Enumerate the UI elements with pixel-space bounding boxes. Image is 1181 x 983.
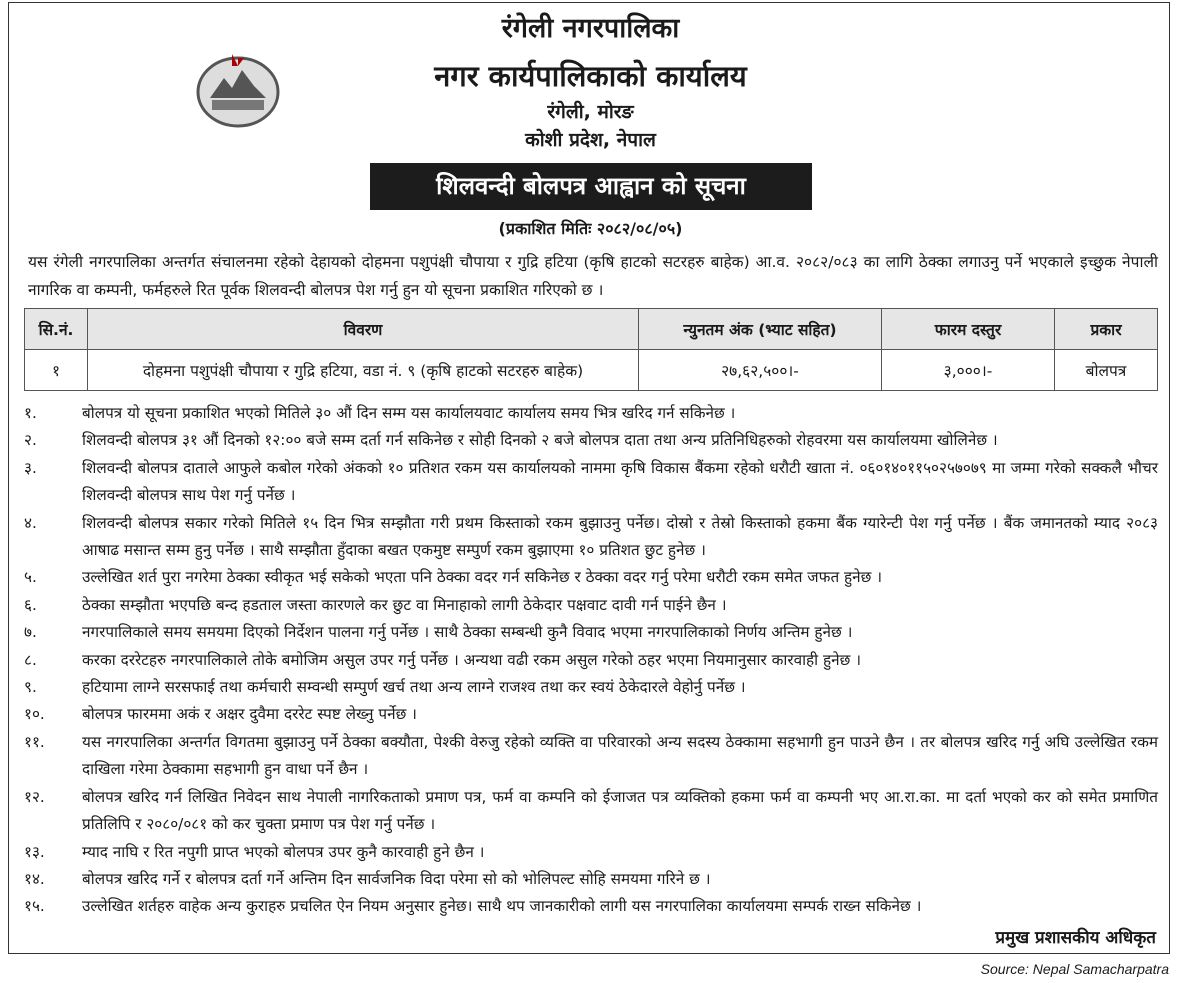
tender-table xyxy=(24,308,1158,391)
condition-item xyxy=(24,674,1158,701)
cell-minimum-amount: २७,६२,५००।- xyxy=(639,350,882,391)
col-minimum-amount: न्युनतम अंक (भ्याट सहित) xyxy=(639,309,882,350)
condition-text: उल्लेखित शर्त पुरा नगरेमा ठेक्का स्वीकृत भई सकेको भएता पनि ठेक्का वदर गर्न सकिनेछ र ठेक्का वदर गर्नु परेमा धरौटी रकम समेत जफत हुनेछ । xyxy=(82,568,883,587)
office-name: नगर कार्यपालिकाको कार्यालय xyxy=(434,59,747,93)
condition-item xyxy=(24,564,1158,591)
condition-text: बोलपत्र खरिद गर्न लिखित निवेदन साथ नेपाली नागरिकताको प्रमाण पत्र, फर्म वा कम्पनि को ईजाजत पत्र व्यक्तिको हकमा फर्म वा कम्पनी भए आ.रा.का. मा दर्ता भएको कर को समेत प्रमाणित प्रतिलिपि र २०८०/०८१ को कर चुक्ता प्रमाण पत्र पेश गर्नु पर्नेछ । xyxy=(82,787,1158,834)
municipality-name: रंगेली नगरपालिका xyxy=(501,13,680,44)
office-location: रंगेली, मोरङ xyxy=(547,101,634,123)
condition-number: १५. xyxy=(24,897,45,916)
condition-number: १४. xyxy=(24,869,45,888)
condition-number: ५. xyxy=(24,568,37,587)
condition-number: ८. xyxy=(24,650,37,669)
condition-text: शिलवन्दी बोलपत्र दाताले आफुले कबोल गरेको अंकको १० प्रतिशत रकम यस कार्यालयको नाममा कृषि विकास बैंकमा रहेको धरौटी खाता नं. ०६०१४०११५०२५७०७९ मा जम्मा गरेको सक्कलै भौचर शिलवन्दी बोलपत्र साथ पेश गर्नु पर्नेछ । xyxy=(82,458,1158,505)
condition-item xyxy=(24,701,1158,728)
condition-item xyxy=(24,866,1158,893)
condition-number: ४. xyxy=(24,513,37,532)
condition-item xyxy=(24,592,1158,619)
condition-number: ६. xyxy=(24,595,37,614)
cell-form-fee: ३,०००।- xyxy=(882,350,1055,391)
condition-text: बोलपत्र फारममा अकं र अक्षर दुवैमा दररेट स्पष्ट लेख्नु पर्नेछ । xyxy=(82,705,417,724)
condition-item xyxy=(24,400,1158,427)
cell-type: बोलपत्र xyxy=(1055,350,1158,391)
condition-item xyxy=(24,784,1158,839)
col-description: विवरण xyxy=(88,309,639,350)
condition-text: बोलपत्र यो सूचना प्रकाशित भएको मितिले ३० औं दिन सम्म यस कार्यालयवाट कार्यालय समय भित्र खरिद गर्न सकिनेछ । xyxy=(82,404,736,422)
col-serial: सि.नं. xyxy=(25,309,88,350)
condition-text: उल्लेखित शर्तहरु वाहेक अन्य कुराहरु प्रचलित ऐन नियम अनुसार हुनेछ। साथै थप जानकारीको लागी यस नगरपालिका कार्यालयमा सम्पर्क राख्न सकिनेछ । xyxy=(82,897,922,916)
condition-number: २. xyxy=(24,431,37,450)
condition-item xyxy=(24,427,1158,454)
signatory-title: प्रमुख प्रशासकीय अधिकृत xyxy=(995,928,1156,948)
condition-item xyxy=(24,839,1158,866)
intro-paragraph: यस रंगेली नगरपालिका अन्तर्गत संचालनमा रहेको देहायको दोहमना पशुपंक्षी चौपाया र गुद्रि हटिया (कृषि हाटको सटरहरु बाहेक) आ.व. २०८२/०८३ का लागि ठेक्का लगाउनु पर्ने भएकाले इच्छुक नेपाली नागरिक वा कम्पनी, फर्महरुले रित पूर्वक शिलवन्दी बोलपत्र पेश गर्नु हुन यो सूचना प्रकाशित गरिएको छ । xyxy=(28,253,1158,299)
condition-number: १२. xyxy=(24,787,45,806)
condition-text: शिलवन्दी बोलपत्र सकार गरेको मितिले १५ दिन भित्र सम्झौता गरी प्रथम किस्ताको रकम बुझाउनु पर्नेछ। दोस्रो र तेस्रो किस्ताको हकमा बैंक ग्यारेन्टी पेश गर्नु पर्नेछ । बैंक जमानतको म्याद २०८३ आषाढ मसान्त सम्म हुनु पर्नेछ । साथै सम्झौता हुँदाका बखत एकमुष्ट सम्पुर्ण रकम बुझाएमा १० प्रतिशत छुट हुनेछ । xyxy=(82,513,1158,560)
condition-number: ७. xyxy=(24,623,37,642)
published-date: (प्रकाशित मितिः २०८२/०८/०५) xyxy=(498,219,683,238)
condition-number: ९. xyxy=(24,678,37,697)
condition-text: करका दररेटहरु नगरपालिकाले तोके बमोजिम असुल उपर गर्नु पर्नेछ । अन्यथा वढी रकम असुल गरेको ठहर भएमा नियमानुसार कारवाही हुनेछ । xyxy=(82,650,862,669)
conditions-list xyxy=(24,400,1158,921)
condition-item xyxy=(24,619,1158,646)
condition-number: १. xyxy=(24,404,37,422)
cell-description: दोहमना पशुपंक्षी चौपाया र गुद्रि हटिया, वडा नं. ९ (कृषि हाटको सटरहरु बाहेक) xyxy=(88,350,639,391)
condition-item xyxy=(24,510,1158,565)
condition-number: १३. xyxy=(24,842,45,861)
col-type: प्रकार xyxy=(1055,309,1158,350)
condition-text: हटियामा लाग्ने सरसफाई तथा कर्मचारी सम्वन्धी सम्पुर्ण खर्च तथा अन्य लाग्ने राजश्व तथा कर स्वयं ठेकेदारले वेहोर्नु पर्नेछ । xyxy=(82,678,746,697)
source-credit: Source: Nepal Samacharpatra xyxy=(980,961,1169,977)
condition-text: ठेक्का सम्झौता भएपछि बन्द हडताल जस्ता कारणले कर छुट वा मिनाहाको लागी ठेकेदार पक्षवाट दावी गर्न पाईने छैन । xyxy=(82,595,727,614)
condition-text: शिलवन्दी बोलपत्र ३१ औं दिनको १२:०० बजे सम्म दर्ता गर्न सकिनेछ र सोही दिनको २ बजे बोलपत्र दाता तथा अन्य प्रतिनिधिहरुको रोहवरमा यस कार्यालयमा खोलिनेछ । xyxy=(82,431,998,450)
condition-item xyxy=(24,893,1158,920)
condition-text: यस नगरपालिका अन्तर्गत विगतमा बुझाउनु पर्ने ठेक्का बक्यौता, पेश्की वेरुजु रहेको व्यक्ति वा परिवारको अन्य सदस्य ठेक्कामा सहभागी हुन पाउने छैन । तर बोलपत्र खरिद गर्नु अघि उल्लेखित रकम दाखिला गरेमा ठेक्कामा सहभागी हुन वाधा पर्ने छैन । xyxy=(82,732,1158,779)
condition-number: ३. xyxy=(24,458,37,477)
col-form-fee: फारम दस्तुर xyxy=(882,309,1055,350)
table-header-row xyxy=(25,309,1158,350)
condition-number: १०. xyxy=(24,705,45,724)
cell-serial: १ xyxy=(25,350,88,391)
condition-text: म्याद नाघि र रित नपुगी प्राप्त भएको बोलपत्र उपर कुनै कारवाही हुने छैन । xyxy=(82,842,485,861)
table-row xyxy=(25,350,1158,391)
condition-text: बोलपत्र खरिद गर्ने र बोलपत्र दर्ता गर्ने अन्तिम दिन सार्वजनिक विदा परेमा सो को भोलिपल्ट सोहि समयमा गरिने छ । xyxy=(82,869,711,888)
condition-item xyxy=(24,455,1158,510)
condition-item xyxy=(24,647,1158,674)
province: कोशी प्रदेश, नेपाल xyxy=(525,129,656,151)
notice-title: शिलवन्दी बोलपत्र आह्वान को सूचना xyxy=(370,163,812,210)
condition-item xyxy=(24,729,1158,784)
condition-text: नगरपालिकाले समय समयमा दिएको निर्देशन पालना गर्नु पर्नेछ । साथै ठेक्का सम्बन्धी कुनै विवाद भएमा नगरपालिकाको निर्णय अन्तिम हुनेछ । xyxy=(82,623,853,642)
condition-number: ११. xyxy=(24,732,45,751)
